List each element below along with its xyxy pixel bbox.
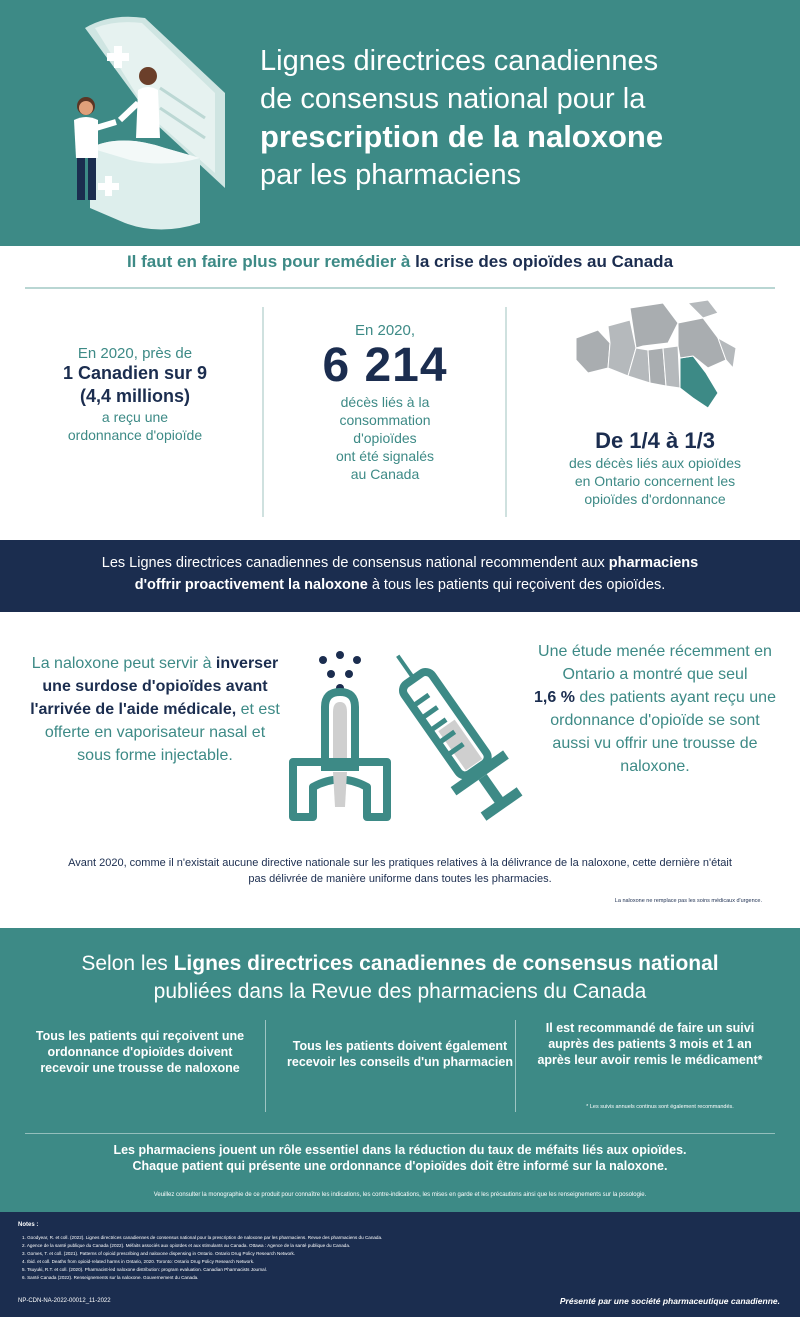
stat2-tail-3: d'opioïdes: [353, 430, 417, 446]
nal-left-a: La naloxone peut servir à: [31, 655, 212, 672]
canada-map-icon: [568, 298, 738, 420]
page-title: [260, 42, 780, 194]
guideline-counselling: Tous les patients doivent également recevoir les conseils d'un pharmacien: [287, 1039, 513, 1069]
spray-dots-icon: [319, 651, 361, 692]
rec-text-1: Les Lignes directrices canadiennes de consensus national recommendent aux: [101, 555, 609, 571]
stat-deaths: [270, 322, 500, 483]
nal-left-c: et est offerte en vaporisateur nasal et sous forme injectable.: [44, 701, 280, 764]
stat3-tail-1: des décès liés aux opioïdes: [569, 455, 741, 471]
stat2-tail-5: au Canada: [350, 466, 420, 482]
rec-text-2: à tous les patients qui reçoivent des opioïdes.: [367, 577, 666, 593]
nal-right-c: des patients ayant reçu une ordonnance d'opioïde se sont aussi vu offrir une trousse de naloxone.: [550, 689, 776, 775]
divider: [25, 287, 775, 289]
crisis-heading: [0, 252, 800, 272]
reference-item: 5. Tsuyuki, R.T. et coll. (2020). Pharmacist-led naloxone distribution: program evaluation. Canadian Pharmacists Journal.: [22, 1267, 268, 1272]
stat1-tail-2: ordonnance d'opioïde: [67, 427, 203, 443]
stat2-tail-4: ont été signalés: [335, 448, 435, 464]
nal-right-a: Une étude menée récemment en Ontario a montré que seul: [538, 643, 772, 683]
reference-item: 2. Agence de la santé publique du Canada (2022). Méfaits associés aux opioïdes et aux stimulants au Canada. Ottawa : Agence de la santé publique du Canada.: [22, 1243, 351, 1248]
title-line-2: de consensus national pour la: [260, 83, 646, 115]
title-line-4: par les pharmaciens: [260, 159, 522, 191]
rec-bold-2: d'offrir proactivement la naloxone: [134, 577, 368, 593]
pharmacy-counter-illustration: [50, 8, 250, 238]
guideline-naloxone-kit: Tous les patients qui reçoivent une ordonnance d'opioïdes doivent recevoir une trousse de naloxone: [35, 1029, 245, 1075]
stat-ontario: [510, 428, 800, 508]
hero-banner: [0, 0, 800, 246]
emergency-disclaimer: La naloxone ne remplace pas les soins médicaux d'urgence.: [614, 898, 762, 904]
presented-by: Présenté par une société pharmaceutique canadienne.: [559, 1296, 780, 1306]
reference-item: 4. Ibid. et coll. Deaths from opioid-related harms in Ontario, 2020. Toronto: Ontario Drug Policy Research Network.: [22, 1259, 255, 1264]
ontario-study-text: [530, 640, 780, 778]
naloxone-use-text: [30, 652, 280, 767]
recommendation-banner: [0, 540, 800, 612]
crisis-heading-prefix: Il faut en faire plus pour remédier à: [126, 252, 416, 271]
summary-line-1: Les pharmaciens jouent un rôle essentiel dans la réduction du taux de méfaits liés aux opioïdes.: [113, 1143, 687, 1157]
naloxone-illustration: [285, 622, 540, 822]
rec-bold-1: pharmaciens: [608, 555, 699, 571]
guidelines-title-bold: Lignes directrices canadiennes de consensus national: [173, 952, 719, 975]
guidelines-title: [0, 950, 800, 1006]
divider: [515, 1020, 516, 1112]
references-list: [22, 1234, 712, 1282]
stat2-tail-2: consommation: [339, 412, 431, 428]
monograph-fine-print: Veuillez consulter la monographie de ce produit pour connaître les indications, les contre-indications, les mises en garde et les précautions ainsi que les renseignements sur la posologie.: [153, 1192, 647, 1198]
nal-right-b: 1,6 %: [534, 689, 575, 706]
reference-item: 3. Gomes, T. et coll. (2021). Patterns of opioid prescribing and naloxone dispensing in Ontario. Ontario Drug Policy Research Network.: [22, 1251, 296, 1256]
stat2-big-number: 6 214: [322, 339, 448, 392]
before-2020-note: Avant 2020, comme il n'existait aucune directive nationale sur les pratiques relatives à la délivrance de la naloxone, cette dernière n'était pas délivrée de manière uniforme dans toutes les pharmacies.: [68, 857, 732, 885]
stat1-tail-1: a reçu une: [101, 409, 169, 425]
stat1-bold-1: 1 Canadien sur 9: [62, 363, 208, 383]
guidelines-summary: [40, 1142, 760, 1174]
reference-item: 6. Santé Canada (2022). Renseignements sur la naloxone. Gouvernement du Canada.: [22, 1275, 199, 1280]
guidelines-title-prefix: Selon les: [81, 952, 174, 975]
title-line-1: Lignes directrices canadiennes: [260, 45, 659, 77]
document-code: NP-CDN-NA-2022-00012_11-2022: [18, 1298, 111, 1304]
guideline-follow-up: Il est recommandé de faire un suivi auprès des patients 3 mois et 1 an après leur avoir remis le médicament*: [537, 1021, 763, 1067]
syringe-icon: [372, 637, 531, 822]
references-label: Notes :: [18, 1222, 39, 1228]
title-bold-line: prescription de la naloxone: [260, 119, 664, 154]
stat-prescriptions: [20, 345, 250, 444]
guidelines-title-line2: publiées dans la Revue des pharmaciens du Canada: [153, 980, 647, 1003]
stat2-intro: En 2020,: [354, 322, 416, 339]
nal-left-b: inverser une surdose d'opioïdes avant l'arrivée de l'aide médicale,: [30, 655, 279, 718]
divider: [25, 1133, 775, 1134]
divider: [262, 307, 264, 517]
stat2-tail-1: décès liés à la: [340, 394, 430, 410]
summary-line-2: Chaque patient qui présente une ordonnance d'opioïdes doit être informé sur la naloxone.: [132, 1159, 668, 1173]
crisis-heading-bold: la crise des opioïdes au Canada: [415, 252, 674, 271]
stat3-big: De 1/4 à 1/3: [595, 428, 715, 453]
divider: [265, 1020, 266, 1112]
reference-item: 1. Goodyear, R. et coll. (2022). Lignes directrices canadiennes de consensus national pour la prescription de naloxone par les pharmaciens. Revue des pharmaciens du Canada.: [22, 1235, 383, 1240]
stat3-tail-3: opioïdes d'ordonnance: [584, 491, 726, 507]
references-footer: [0, 1212, 800, 1317]
stat1-bold-2: (4,4 millions): [79, 386, 191, 406]
stat3-tail-2: en Ontario concernent les: [574, 473, 736, 489]
nasal-spray-icon: [293, 692, 387, 817]
guidelines-section: [0, 928, 800, 1212]
follow-up-footnote: * Les suivis annuels continus sont également recommandés.: [586, 1104, 734, 1110]
stat1-intro: En 2020, près de: [77, 345, 193, 362]
divider: [505, 307, 507, 517]
